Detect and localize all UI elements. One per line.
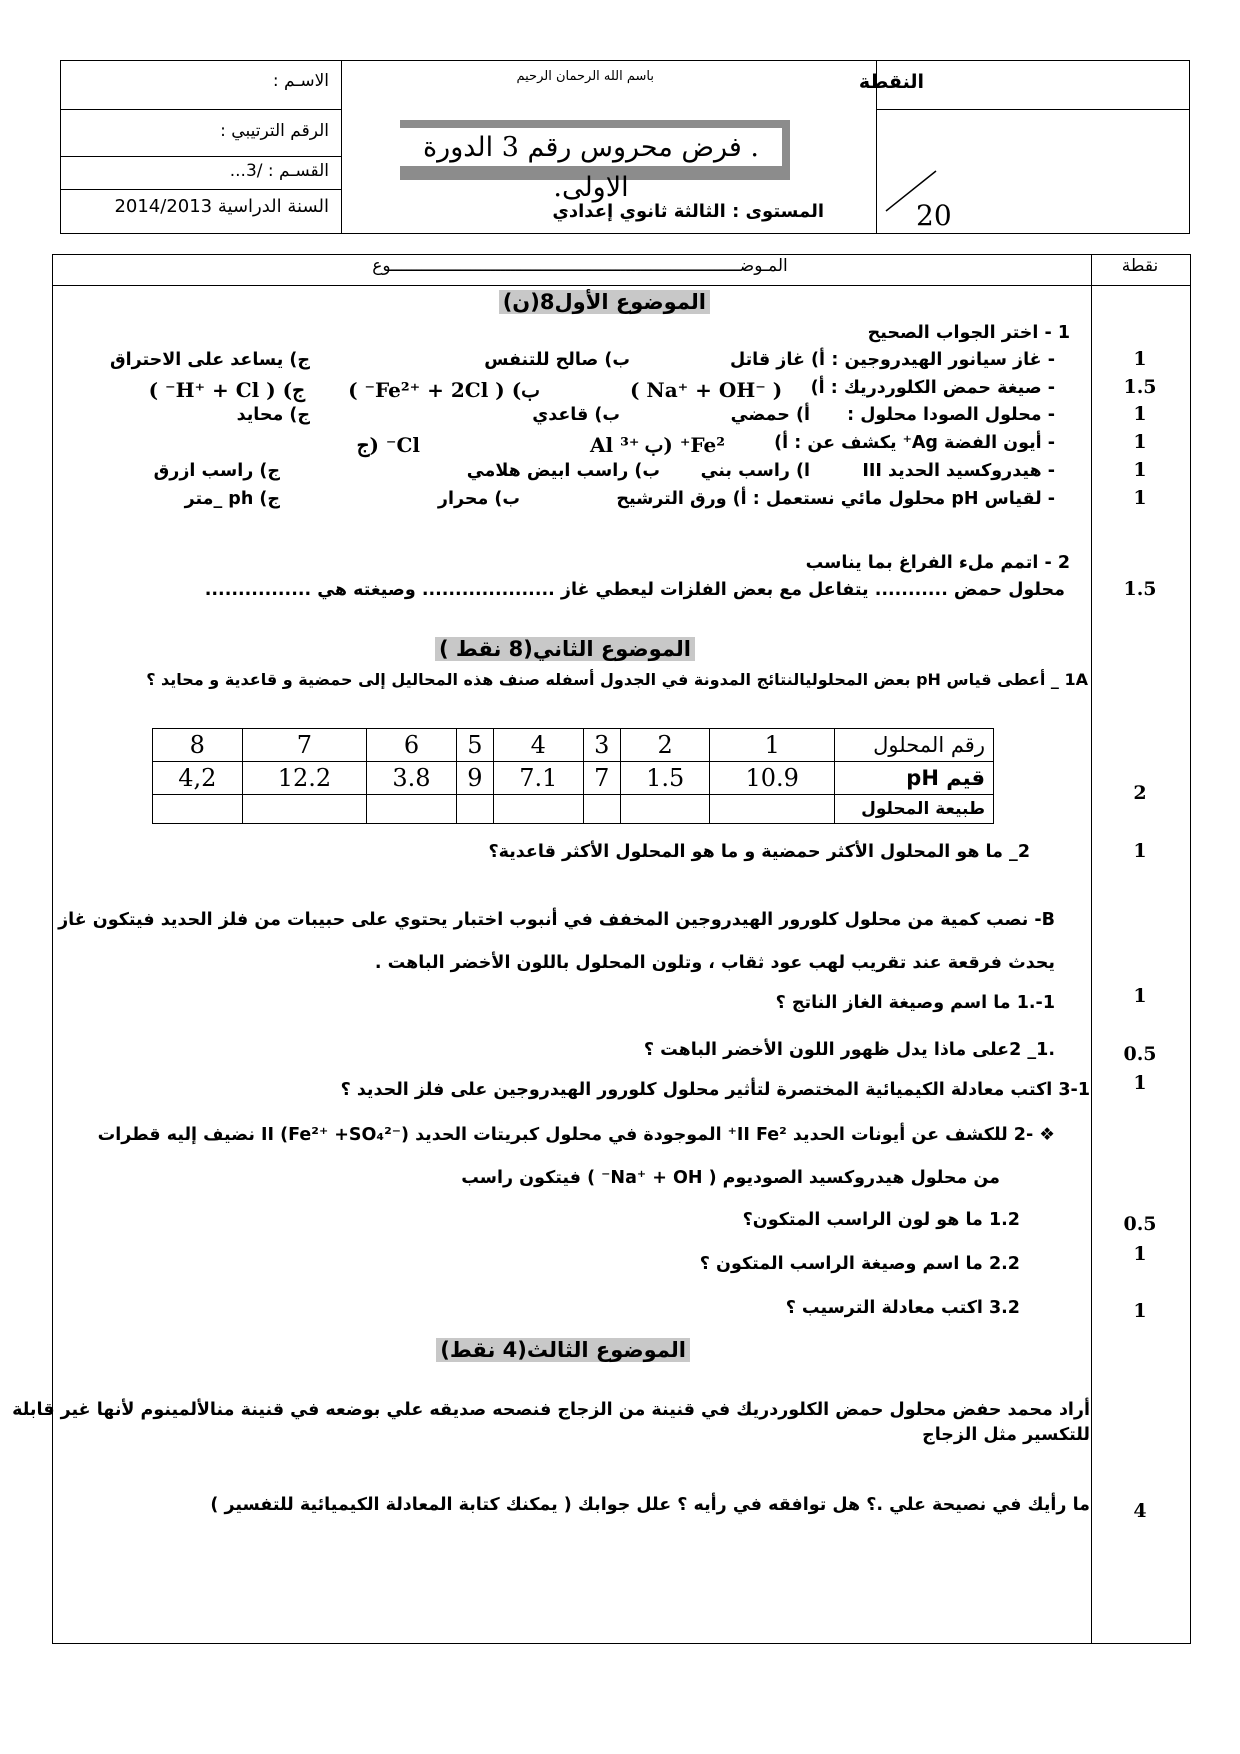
part2-B-line2: يحدث فرقعة عند تقريب لهب عود ثقاب ، وتلون المحلول باللون الأخضر الباهت .: [374, 953, 1055, 973]
part2-C2-points: 1: [1133, 1243, 1147, 1265]
ph-table-value: 4,2: [153, 762, 243, 795]
ph-table-value: 1.5: [620, 762, 710, 795]
part2-B3-points: 1: [1133, 1072, 1147, 1094]
ph-table-label-ph: قيم pH: [835, 762, 994, 795]
ph-table: [152, 728, 994, 824]
ph-table-nature-cell[interactable]: [367, 795, 457, 824]
ph-table-value: 7.1: [494, 762, 584, 795]
part1-title: الموضوع الأول8(ن): [499, 290, 710, 314]
school-year: السنة الدراسية 2014/2013: [114, 196, 329, 217]
part3-points: 4: [1133, 1500, 1147, 1522]
part2-B1-points: 1: [1133, 985, 1147, 1007]
points-column-header: نقطة: [1121, 256, 1159, 276]
p1-item4-opt-a: Fe²⁺ (ب: [644, 433, 725, 457]
p1-item1-question: - غاز سيانور الهيدروجين :: [831, 350, 1055, 370]
part2-B2: .1_ 2على ماذا يدل ظهور اللون الأخضر الباهت ؟: [643, 1040, 1055, 1060]
p1-item6-opt-a: ب) محرار: [437, 489, 520, 509]
part2-C1: 1.2 ما هو لون الراسب المتكون؟: [742, 1210, 1020, 1230]
ph-table-number: 5: [456, 729, 493, 762]
ph-table-label-nature: طبيعة المحلول: [835, 795, 994, 824]
p1-item1-opt-c: ج) يساعد على الاحتراق: [109, 350, 310, 370]
ph-table-number: 4: [494, 729, 584, 762]
ph-table-nature-cell[interactable]: [620, 795, 710, 824]
p1-item2-opt-a: ( Na⁺ + OH⁻ ): [630, 378, 783, 402]
part2-C1-points: 0.5: [1123, 1213, 1157, 1235]
p1-item4-question: - أيون الفضة Ag⁺ يكشف عن : أ): [774, 433, 1055, 453]
ph-table-nature-cell[interactable]: [242, 795, 367, 824]
p1-item1-points: 1: [1133, 348, 1147, 370]
part2-B2-points: 0.5: [1123, 1043, 1157, 1065]
part3-title: الموضوع الثالث(4 نقط): [436, 1338, 690, 1362]
ph-table-value: 3.8: [367, 762, 457, 795]
part1-q2-intro: 2 - اتمم ملء الفراغ بما يناسب: [805, 553, 1070, 573]
section-label: القسـم : /3...: [229, 161, 329, 181]
part2-C2: 2.2 ما اسم وصيغة الراسب المتكون ؟: [699, 1254, 1020, 1274]
ph-table-number: 7: [242, 729, 367, 762]
part2-qA2-points: 1: [1133, 840, 1147, 862]
part2-C3: 3.2 اكتب معادلة الترسيب ؟: [785, 1298, 1020, 1318]
ph-table-label-number: رقم المحلول: [835, 729, 994, 762]
ph-table-value: 12.2: [242, 762, 367, 795]
p1-item3-opt-c: ج) محايد: [236, 405, 310, 425]
part3-question: ما رأيك في نصيحة علي .؟ هل توافقه في رأيه ؟ علل جوابك ( يمكنك كتابة المعادلة الكيميائية للتفسير ): [210, 1495, 1090, 1515]
ph-table-value: 9: [456, 762, 493, 795]
p1-item4-opt-c: Cl⁻ (ج: [356, 433, 420, 457]
ph-table-number: 2: [620, 729, 710, 762]
part2-C3-points: 1: [1133, 1300, 1147, 1322]
topic-column-header: المـوضــــــــــــــــــــــــــــــــــــــــــــــــــــــــــــــــــــــوع: [372, 256, 788, 276]
ph-table-nature-cell[interactable]: [583, 795, 620, 824]
p1-item4-points: 1: [1133, 431, 1147, 453]
p1-item5-opt-c: ج) راسب ازرق: [153, 461, 280, 481]
part3-line2: للتكسير مثل الزجاج: [922, 1425, 1090, 1445]
part1-q2-points: 1.5: [1123, 578, 1157, 600]
p1-item3-opt-b: ب) قاعدي: [532, 405, 620, 425]
p1-item6-opt-c: ج) ph _متر: [184, 489, 280, 509]
p1-item3-question: - محلول الصودا محلول :: [847, 405, 1055, 425]
part2-C-line2: من محلول هيدروكسيد الصوديوم ( Na⁺ + OH⁻ ) فيتكون راسب: [461, 1168, 1000, 1188]
ph-table-nature-cell[interactable]: [153, 795, 243, 824]
ph-table-number: 1: [710, 729, 835, 762]
level-label: المستوى : الثالثة ثانوي إعدادي: [552, 201, 824, 222]
part2-C-line1: ❖ -2 للكشف عن أيونات الحديد II Fe²⁺ الموجودة في محلول كبريتات الحديد II (Fe²⁺ +SO₄²⁻) نضيف إليه قطرات: [97, 1125, 1055, 1145]
ph-table-nature-cell[interactable]: [494, 795, 584, 824]
p1-item5-points: 1: [1133, 459, 1147, 481]
p1-item6-points: 1: [1133, 487, 1147, 509]
exam-title: . فرض محروس رقم 3 الدورة الاولى.: [400, 128, 782, 166]
p1-item5-opt-a: ا) راسب بني: [700, 461, 810, 481]
part2-table-points: 2: [1133, 782, 1147, 804]
p1-item5-question: - هيدروكسيد الحديد III: [862, 461, 1055, 481]
ph-table-number: 6: [367, 729, 457, 762]
part2-qA2: 2_ ما هو المحلول الأكثر حمضية و ما هو المحلول الأكثر قاعدية؟: [488, 842, 1030, 862]
part1-q1-intro: 1 - اختر الجواب الصحيح: [867, 323, 1070, 343]
ph-table-number: 8: [153, 729, 243, 762]
ph-table-nature-cell[interactable]: [710, 795, 835, 824]
name-label: الاسـم :: [272, 71, 329, 91]
p1-item4-opt-b: Al ³⁺: [590, 433, 640, 457]
ph-table-value: 7: [583, 762, 620, 795]
part2-B3: 3-1 اكتب معادلة الكيميائية المختصرة لتأثير محلول كلورور الهيدروجين على فلز الحديد ؟: [340, 1080, 1090, 1100]
p1-item1-opt-b: ب) صالح للتنفس: [484, 350, 630, 370]
p1-item2-question: - صيغة حمض الكلوردريك : أ): [810, 378, 1055, 398]
p1-item3-opt-a: أ) حمضي: [730, 405, 810, 425]
p1-item2-opt-b: ب) ( Fe²⁺ + 2Cl⁻ ): [348, 378, 540, 402]
ph-table-value: 10.9: [710, 762, 835, 795]
grade-total: 20: [916, 199, 952, 232]
part3-line1: أراد محمد حفض محلول حمض الكلوردريك في قنينة من الزجاج فنصحه صديقه علي بوضعه في قنينة منالألمينوم لأنها غير قابلة: [12, 1400, 1090, 1420]
part2-title: الموضوع الثاني(8 نقط ): [435, 637, 695, 661]
p1-item3-points: 1: [1133, 403, 1147, 425]
exam-title-box: [400, 120, 790, 203]
part2-qA: 1A _ أعطى قياس pH بعض المحلوليالنتائج المدونة في الجدول أسفله صنف هذه المحاليل إلى حمضية و قاعدية و محايد ؟: [146, 670, 1088, 689]
part2-B-line1: B- نصب كمية من محلول كلورور الهيدروجين المخفف في أنبوب اختبار يحتوي على حبيبات من فلز الحديد فيتكون غاز: [58, 910, 1055, 930]
grade-label: النقطة: [858, 71, 924, 93]
ph-table-nature-cell[interactable]: [456, 795, 493, 824]
p1-item1-opt-a: أ) غاز قاتل: [729, 350, 825, 370]
p1-item2-points: 1.5: [1123, 376, 1157, 398]
p1-item2-opt-c: ج) ( H⁺ + Cl⁻ ): [148, 378, 305, 402]
basmala: باسم الله الرحمان الرحيم: [516, 69, 654, 84]
order-label: الرقم الترتيبي :: [220, 121, 329, 141]
part1-q2-text: محلول حمض ........... يتفاعل مع بعض الفلزات ليعطي غاز .................... وصيغته هي ................: [204, 580, 1065, 600]
p1-item5-opt-b: ب) راسب ابيض هلامي: [466, 461, 660, 481]
ph-table-number: 3: [583, 729, 620, 762]
p1-item6-question: - لقياس pH محلول مائي نستعمل : أ) ورق الترشيح: [616, 489, 1055, 509]
part2-B1: 1-.1 ما اسم وصيغة الغاز الناتج ؟: [775, 993, 1055, 1013]
